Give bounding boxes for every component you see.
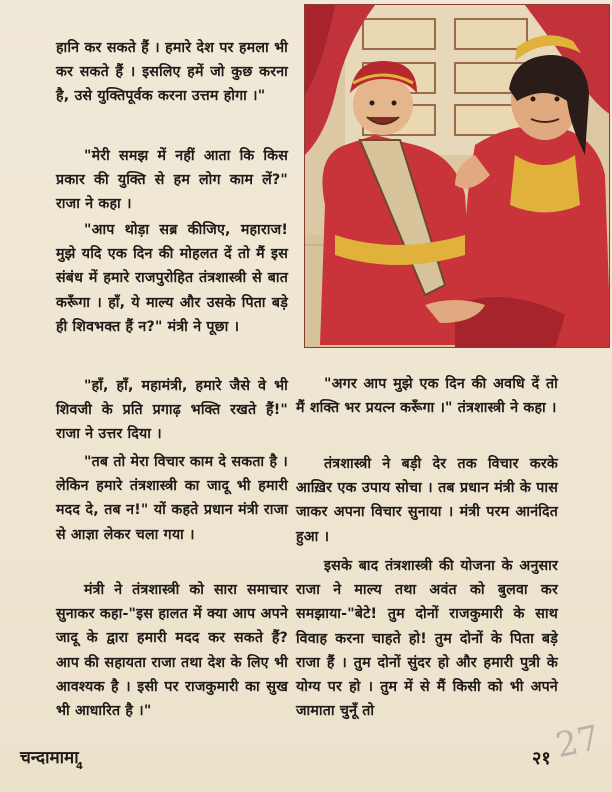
print-number: 4 [76, 761, 83, 772]
paragraph-left-1: हानि कर सकते हैं । हमारे देश पर हमला भी कर सकते हैं । इसलिए हमें जो कुछ करना है, उसे युक्तिपूर्वक करना उत्तम होगा ।" [56, 40, 288, 105]
paragraph-right-3: इसके बाद तंत्रशास्त्री की योजना के अनुसार राजा ने माल्य तथा अवंत को बुलवा कर समझाया-"बेटे! तुम दोनों राजकुमारी के साथ विवाह करना चाहते हो! तुम दोनों के पिता बड़े राजा हैं । तुम दोनों सुंदर हो और हमारी पुत्री के योग्य पर हो । तुम में से मैं किसी को भी अपने जामाता चुनूँ तो [296, 558, 558, 720]
pencil-annotation: 27 [552, 717, 603, 767]
paragraph-right-1: "अगर आप मुझे एक दिन की अवधि दें तो मैं शक्ति भर प्रयत्न करूँगा ।" तंत्रशास्त्री ने कहा । [296, 376, 558, 417]
paragraph-left-3: "आप थोड़ा सब्र कीजिए, महाराज! मुझे यदि एक दिन की मोहलत दें तो मैं इस संबंध में हमारे राजपुरोहित तंत्रशास्त्री से बात करूँगा । हाँ, ये माल्य और उसके पिता बड़े ही शिवभक्त हैं न?" मंत्री ने पूछा । [56, 222, 288, 335]
paragraph-left-6: मंत्री ने तंत्रशास्त्री को सारा समाचार सुनाकर कहा-"इस हालत में क्या आप अपने जादू के द्वारा हमारी मदद कर सकते हैं? आप की सहायता राजा तथा देश के लिए भी आवश्यक है । इसी पर राजकुमारी का सुख भी आधारित है ।" [56, 582, 288, 720]
paragraph-left-2: "मेरी समझ में नहीं आता कि किस प्रकार की युक्ति से हम लोग काम लें?" राजा ने कहा । [56, 148, 288, 213]
magazine-title: चन्दामामा [20, 748, 79, 768]
paragraph-left-5: "तब तो मेरा विचार काम दे सकता है । लेकिन हमारे तंत्रशास्त्री का जादू भी हमारी मदद दे, तब न!" यों कहते प्रधान मंत्री राजा से आज्ञा लेकर चला गया । [56, 454, 288, 543]
paragraph-left-4: "हाँ, हाँ, महामंत्री, हमारे जैसे वे भी शिवजी के प्रति प्रगाढ़ भक्ति रखते हैं!" राजा ने उत्तर दिया । [56, 378, 288, 443]
story-illustration [304, 4, 610, 348]
page-number: २१ [532, 748, 551, 769]
paragraph-right-2: तंत्रशास्त्री ने बड़ी देर तक विचार करके आख़िर एक उपाय सोचा । तब प्रधान मंत्री के पास जाकर अपना विचार सुनाया । मंत्री परम आनंदित हुआ । [296, 456, 558, 545]
